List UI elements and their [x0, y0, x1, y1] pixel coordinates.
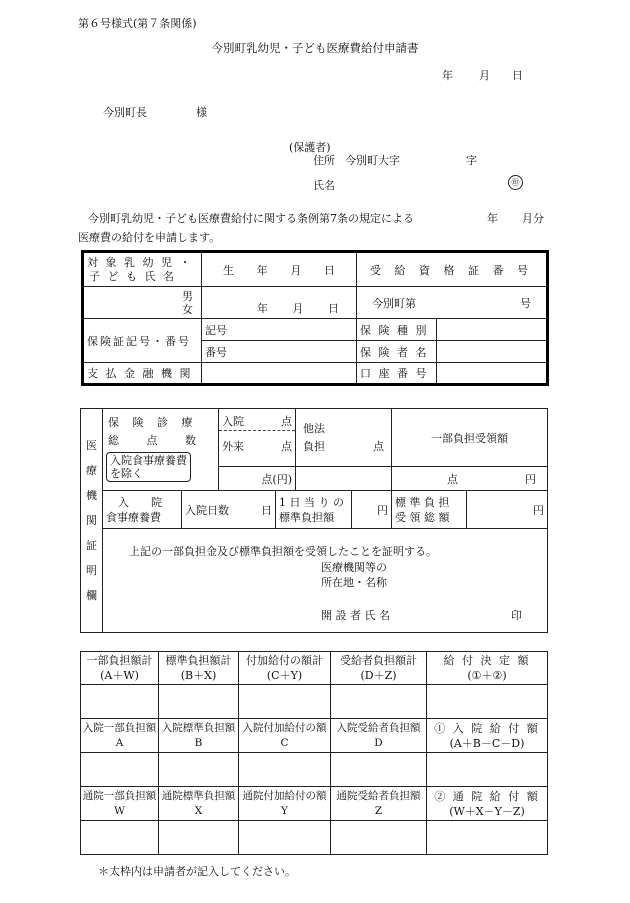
account-value — [437, 363, 548, 385]
calc-cell — [427, 753, 548, 787]
partial-burden-value: 点 円 — [392, 467, 548, 491]
calc-cell — [331, 753, 427, 787]
form-title: 今別町乳幼児・子ども医療費給付申請書 — [211, 41, 419, 55]
calc-cell — [159, 753, 239, 787]
calc-cell — [159, 685, 239, 719]
birth-date-cell: 年 月 日 — [202, 287, 357, 319]
request-month: 月分 — [522, 212, 544, 225]
cert-number-header: 受 給 資 格 証 番 号 — [357, 252, 548, 287]
gender-cell — [83, 287, 202, 319]
insurer-value — [437, 341, 548, 363]
insurance-label: 保険証記号・番号 — [83, 319, 202, 363]
inpatient-days: 入院日数 日 — [182, 491, 276, 529]
name-label: 氏名 — [313, 179, 335, 192]
std-burden-total-label: 標 準 負 担 受 領 総 額 — [392, 491, 467, 529]
points-yen-cell: 点(円) — [219, 467, 296, 491]
addressee-honorific: 様 — [196, 106, 207, 119]
applicant-info-table — [81, 250, 549, 386]
other-law-burden: 他法 負担 点 — [296, 409, 392, 467]
account-label: 口 座 番 号 — [357, 363, 437, 385]
calc-header: 入院受給者負担額 D — [331, 719, 427, 753]
request-line-1: 今別町乳幼児・子ども医療費給付に関する条例第7条の規定による — [88, 212, 414, 225]
calc-cell — [427, 821, 548, 855]
birth-header: 生 年 月 日 — [202, 252, 357, 287]
outpatient-header-row — [81, 787, 548, 821]
calc-header: 標準負担額計 (B＋X) — [159, 652, 239, 685]
calc-cell — [81, 685, 159, 719]
bank-label: 支 払 金 融 機 関 — [83, 363, 202, 385]
request-line-2: 医療費の給付を申請します。 — [78, 231, 221, 244]
insurer-label: 保 険 者 名 — [357, 341, 437, 363]
per-day-std-burden-label: 1 日 当 り の 標準負担額 — [276, 491, 352, 529]
calc-cell — [81, 821, 159, 855]
insurance-type-label: 保 険 種 別 — [357, 319, 437, 341]
other-law-spacer — [296, 467, 392, 491]
calc-cell — [427, 685, 548, 719]
calc-header: ① 入 院 給 付 額 (A＋B－C－D) — [427, 719, 548, 753]
calc-header: 入院一部負担額 A — [81, 719, 159, 753]
insurance-type-value — [437, 319, 548, 341]
aza-label: 字 — [466, 154, 477, 167]
total-points-label: 保 険 診 療 総 点 数 入院食事療養費 を除く — [103, 409, 219, 491]
medical-cert-table — [80, 408, 548, 633]
certification-statement: 上記の一部負担金及び標準負担額を受領したことを証明する。 医療機関等の 所在地・名称 開 設 者 氏 名 印 — [103, 529, 548, 633]
gender-female: 女 — [182, 302, 193, 316]
calc-header: 通院付加給付の額 Y — [239, 787, 331, 821]
calc-header: 受給者負担額計 (D＋Z) — [331, 652, 427, 685]
calc-cell — [239, 821, 331, 855]
calc-cell — [159, 821, 239, 855]
calc-cell — [239, 685, 331, 719]
address-label: 住所 — [313, 154, 335, 167]
calc-cell — [331, 685, 427, 719]
address-value: 今別町大字 — [345, 154, 400, 167]
date-year-label: 年 — [442, 69, 453, 82]
calc-header: 付加給付の額計 (C＋Y) — [239, 652, 331, 685]
std-burden-total-value: 円 — [467, 491, 548, 529]
date-month-label: 月 — [479, 69, 490, 82]
calc-cell — [331, 821, 427, 855]
meal-cost-label: 入 院 食事療養費 — [103, 491, 182, 529]
date-day-label: 日 — [512, 69, 523, 82]
inpatient-header-row — [81, 719, 548, 753]
totals-header-row — [81, 652, 548, 685]
outpatient-value-row — [81, 821, 548, 855]
footer-note: ＊太枠内は申請者が記入してください。 — [98, 865, 296, 878]
calc-header: 給 付 決 定 額 (①＋②) — [427, 652, 548, 685]
calc-header: ② 通 院 給 付 額 (W＋X－Y－Z) — [427, 787, 548, 821]
calc-cell — [239, 753, 331, 787]
calculation-table — [80, 651, 548, 855]
calc-header: 通院一部負担額 W — [81, 787, 159, 821]
partial-burden-received-label: 一部負担受領額 — [392, 409, 548, 467]
guardian-label: (保護者) — [289, 141, 331, 154]
addressee: 今別町長 — [103, 106, 147, 119]
inpatient-value-row — [81, 753, 548, 787]
request-year: 年 — [487, 212, 498, 225]
calc-header: 一部負担額計 (A＋W) — [81, 652, 159, 685]
side-label: 医 療 機 関 証 明 欄 — [81, 409, 103, 633]
calc-header: 入院標準負担額 B — [159, 719, 239, 753]
meal-exclusion-note: 入院食事療養費 を除く — [106, 452, 191, 482]
form-number: 第６号様式(第７条関係) — [78, 17, 197, 30]
gender-male: 男 — [182, 289, 193, 303]
calc-header: 通院受給者負担額 Z — [331, 787, 427, 821]
seal-icon: ㊞ — [508, 175, 523, 190]
calc-header: 通院標準負担額 X — [159, 787, 239, 821]
calc-header: 入院付加給付の額 C — [239, 719, 331, 753]
subject-name-header: 対 象 乳 幼 児 ・ 子 ど も 氏 名 — [83, 252, 202, 287]
cert-number-cell: 今別町第 号 — [357, 287, 548, 319]
kigou-cell: 記号 — [202, 319, 357, 341]
bank-value — [202, 363, 357, 385]
per-day-std-burden-value: 円 — [352, 491, 392, 529]
seal-mark — [508, 175, 523, 190]
calc-cell — [81, 753, 159, 787]
totals-value-row — [81, 685, 548, 719]
bangou-cell: 番号 — [202, 341, 357, 363]
inpatient-points: 入院 点 外来 点 — [219, 409, 296, 467]
